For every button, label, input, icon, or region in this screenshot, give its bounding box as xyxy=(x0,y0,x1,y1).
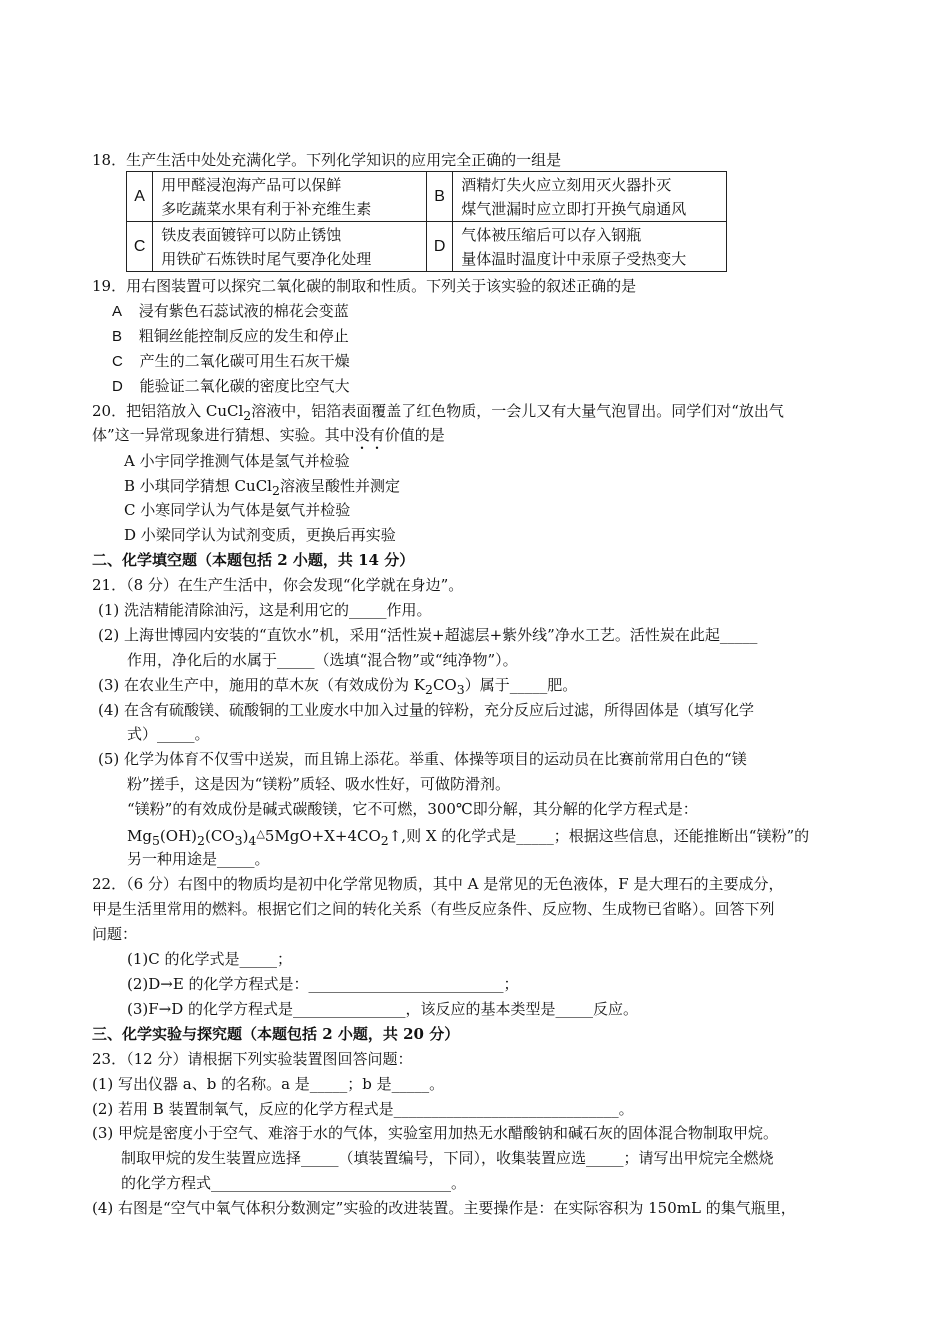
q22-stem-line3: 问题： xyxy=(92,925,138,943)
q23-part3-line1: (3) 甲烷是密度小于空气、难溶于水的气体，实验室用加热无水醋酸钠和碱石灰的固体混合物制取甲烷。 xyxy=(92,1124,779,1142)
option-text: 浸有紫色石蕊试液的棉花会变蓝 xyxy=(138,302,349,320)
q22-sub2: (2)D→E 的化学方程式是：__________________________； xyxy=(127,975,519,993)
emphasis-not: 没有 xyxy=(354,426,385,444)
q22-stem-line2: 甲是生活里常用的燃料。根据它们之间的转化关系（有些反应条件、反应物、生成物已省略）。回答下列 xyxy=(92,900,775,918)
q18-row-ab xyxy=(127,172,727,222)
option-key: C xyxy=(112,353,123,370)
q19-option-c xyxy=(112,351,350,372)
q19-option-b xyxy=(112,326,349,347)
q18-option-text xyxy=(153,172,427,222)
q18-option-key: A xyxy=(127,172,153,222)
q22-sub3: (3)F→D 的化学方程式是_______________，该反应的基本类型是_____反应。 xyxy=(127,1000,639,1018)
q18-option-text xyxy=(453,172,727,222)
q21-part5-line1: (5) 化学为体育不仅雪中送炭，而且锦上添花。举重、体操等项目的运动员在比赛前常用白色的“镁 xyxy=(98,750,747,768)
q18-row-cd xyxy=(127,222,727,272)
q22-stem-line1: 22．（6 分）右图中的物质均是初中化学常见物质，其中 A 是常见的无色液体，F 是大理石的主要成分， xyxy=(92,875,784,893)
q23-part2: (2) 若用 B 装置制氧气，反应的化学方程式是______________________________。 xyxy=(92,1100,634,1118)
q21-part5-line2: 粉”搓手，这是因为“镁粉”质轻、吸水性好，可做防滑剂。 xyxy=(127,775,511,793)
q18-b-line1: 酒精灯失火应立刻用灭火器扑灭 xyxy=(461,175,672,194)
q23-stem: 23．（12 分）请根据下列实验装置图回答问题： xyxy=(92,1050,413,1068)
q18-b-line2: 煤气泄漏时应立即打开换气扇通风 xyxy=(461,199,687,218)
q18-option-text xyxy=(153,222,427,272)
q18-a-line2: 多吃蔬菜水果有利于补充维生素 xyxy=(161,199,372,218)
heat-symbol: △ xyxy=(256,827,265,840)
option-key: D xyxy=(112,378,123,395)
q19-stem: 19．用右图装置可以探究二氧化碳的制取和性质。下列关于该实验的叙述正确的是 xyxy=(92,277,637,295)
q23-part3-line2: 制取甲烷的发生装置应选择_____（填装置编号，下同），收集装置应选_____；请写出甲烷完全燃烧 xyxy=(121,1149,774,1167)
q23-part1: (1) 写出仪器 a、b 的名称。a 是_____；b 是_____。 xyxy=(92,1075,445,1093)
q21-part5-equation: $Mg_5(OH)_2(CO_3)_4^\triangle 5MgO+X+4CO_2↑$,则 X 的化学式是_____；根据这些信息，还能推断出“镁粉”的 xyxy=(127,827,810,848)
q21-stem: 21．（8 分）在生产生活中，你会发现“化学就在身边”。 xyxy=(92,576,464,594)
q21-part2-line1: (2) 上海世博园内安装的“直饮水”机，采用“活性炭+超滤层+紫外线”净水工艺。活性炭在此起_____ xyxy=(98,626,758,644)
q18-c-line1: 铁皮表面镀锌可以防止锈蚀 xyxy=(161,225,342,244)
q18-option-key: D xyxy=(426,222,452,272)
q18-d-line1: 气体被压缩后可以存入钢瓶 xyxy=(461,225,642,244)
q20-option-a: A 小宇同学推测气体是氢气并检验 xyxy=(124,452,350,470)
q21-part4-line1: (4) 在含有硫酸镁、硫酸铜的工业废水中加入过量的锌粉，充分反应后过滤，所得固体是（填写化学 xyxy=(98,701,755,719)
q22-sub1: (1)C 的化学式是_____； xyxy=(127,950,292,968)
q18-a-line1: 用甲醛浸泡海产品可以保鲜 xyxy=(161,175,342,194)
q19-option-a xyxy=(112,301,349,322)
q19-option-d xyxy=(112,376,350,397)
q23-part3-line3: 的化学方程式________________________________。 xyxy=(121,1174,467,1192)
q18-options-table xyxy=(126,171,727,272)
option-text: 产生的二氧化碳可用生石灰干燥 xyxy=(139,352,350,370)
q21-part5-line3: “镁粉”的有效成份是碱式碳酸镁，它不可燃，300℃即分解，其分解的化学方程式是： xyxy=(127,800,698,818)
section-2-heading: 二、化学填空题（本题包括 2 小题，共 14 分） xyxy=(92,551,415,569)
q21-part3: (3) 在农业生产中，施用的草木灰（有效成份为 $K_2CO_3$）属于_____肥。 xyxy=(98,676,578,697)
q21-part2-line2: 作用，净化后的水属于_____（选填“混合物”或“纯净物”）。 xyxy=(127,651,518,669)
q21-part4-line2: 式）_____。 xyxy=(127,725,210,743)
q18-option-key: C xyxy=(127,222,153,272)
q20-option-c: C 小寒同学认为气体是氨气并检验 xyxy=(124,501,351,519)
option-text: 能验证二氧化碳的密度比空气大 xyxy=(139,377,350,395)
q18-c-line2: 用铁矿石炼铁时尾气要净化处理 xyxy=(161,249,372,268)
q23-part4-line1: (4) 右图是“空气中氧气体积分数测定”实验的改进装置。主要操作是：在实际容积为 150mL 的集气瓶里， xyxy=(92,1199,796,1217)
q20-stem-line2: 体”这一异常现象进行猜想、实验。其中没有价值的是 xyxy=(92,426,445,444)
option-key: B xyxy=(112,328,123,345)
q20-option-d: D 小梁同学认为试剂变质，更换后再实验 xyxy=(124,526,396,544)
option-key: A xyxy=(112,303,123,320)
q18-stem: 18．生产生活中处处充满化学。下列化学知识的应用完全正确的一组是 xyxy=(92,151,562,169)
section-3-heading: 三、化学实验与探究题（本题包括 2 小题，共 20 分） xyxy=(92,1025,460,1043)
q18-option-text xyxy=(453,222,727,272)
option-text: 粗铜丝能控制反应的发生和停止 xyxy=(138,327,349,345)
q21-part5-line5: 另一种用途是_____。 xyxy=(127,850,270,868)
q21-part1: (1) 洗洁精能清除油污，这是利用它的_____作用。 xyxy=(98,601,432,619)
q20-stem-line1: 20．把铝箔放入 CuCl$_2$溶液中，铝箔表面覆盖了红色物质，一会儿又有大量气泡冒出。同学们对“放出气 xyxy=(92,402,784,423)
q18-option-key: B xyxy=(426,172,452,222)
q18-d-line2: 量体温时温度计中汞原子受热变大 xyxy=(461,249,687,268)
q20-option-b: B 小琪同学猜想 CuCl$_2$溶液呈酸性并测定 xyxy=(124,477,400,498)
